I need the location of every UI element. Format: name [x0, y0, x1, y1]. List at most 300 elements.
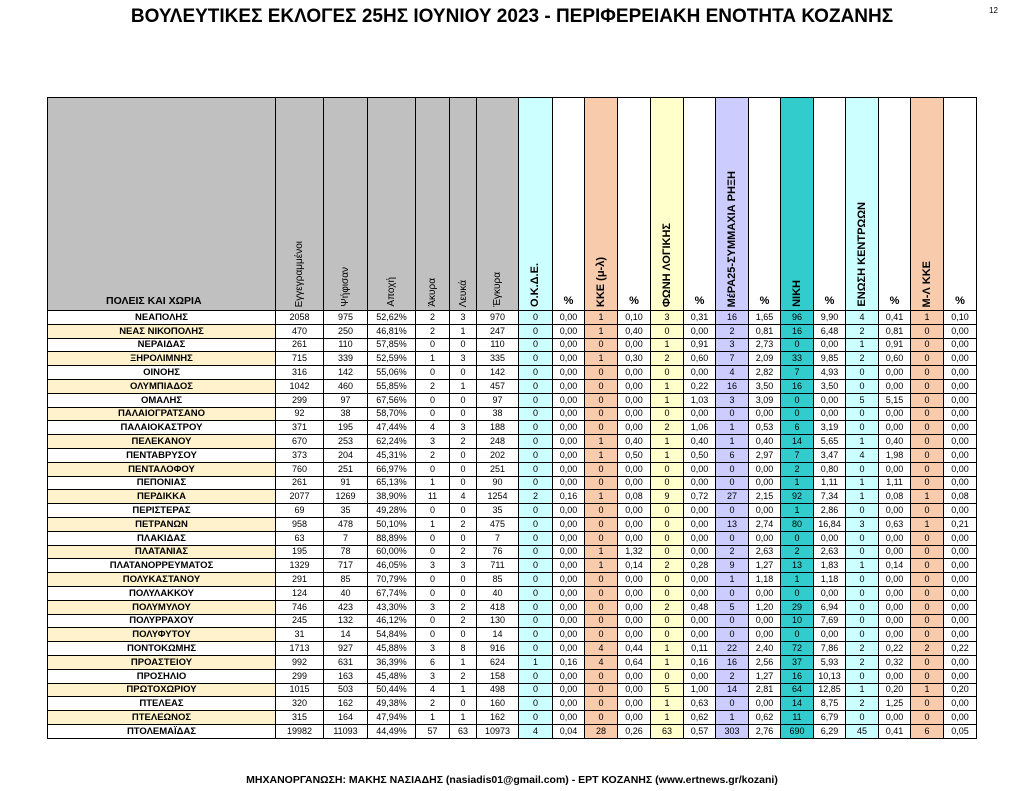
cell-okde-pct: 0,00: [553, 586, 585, 600]
cell-niki-pct: 7,69: [814, 614, 846, 628]
cell-foni-pct: 0,00: [684, 462, 716, 476]
cell-mera-pct: 2,82: [749, 366, 781, 380]
cell-registered: 316: [276, 366, 324, 380]
table-row: [48, 379, 977, 393]
cell-niki-pct: 0,00: [814, 407, 846, 421]
cell-invalid: 0: [416, 628, 450, 642]
cell-niki-pct: 0,00: [814, 393, 846, 407]
cell-invalid: 3: [416, 435, 450, 449]
cell-enosi-pct: 0,00: [879, 504, 911, 518]
cell-valid: 90: [477, 476, 519, 490]
cell-valid: 142: [477, 366, 519, 380]
table-row: [48, 586, 977, 600]
cell-niki-votes: 11: [781, 711, 814, 725]
cell-blank: 0: [450, 531, 477, 545]
cell-foni-pct: 0,62: [684, 711, 716, 725]
cell-okde-votes: 0: [519, 545, 553, 559]
cell-mera-votes: 0: [716, 407, 749, 421]
cell-foni-votes: 1: [651, 448, 684, 462]
cell-enosi-pct: 0,00: [879, 545, 911, 559]
cell-niki-votes: 14: [781, 697, 814, 711]
cell-enosi-pct: 0,00: [879, 628, 911, 642]
cell-place-name: ΠΡΩΤΟΧΩΡΙΟΥ: [48, 683, 276, 697]
cell-valid: 418: [477, 600, 519, 614]
cell-mera-pct: 0,00: [749, 504, 781, 518]
cell-foni-votes: 0: [651, 517, 684, 531]
cell-okde-votes: 0: [519, 683, 553, 697]
cell-foni-votes: 1: [651, 435, 684, 449]
header-voted: Ψήφισαν: [324, 98, 368, 311]
cell-enosi-votes: 1: [846, 559, 879, 573]
cell-okde-votes: 1: [519, 655, 553, 669]
cell-enosi-pct: 1,25: [879, 697, 911, 711]
cell-mlkke-votes: 0: [911, 366, 944, 380]
cell-blank: 1: [450, 379, 477, 393]
cell-invalid: 0: [416, 531, 450, 545]
cell-voted: 339: [324, 352, 368, 366]
cell-foni-votes: 0: [651, 462, 684, 476]
cell-mera-votes: 0: [716, 697, 749, 711]
cell-mlkke-votes: 0: [911, 559, 944, 573]
cell-mera-votes: 2: [716, 669, 749, 683]
cell-registered: 2077: [276, 490, 324, 504]
cell-voted: 250: [324, 324, 368, 338]
cell-enosi-votes: 0: [846, 531, 879, 545]
cell-abstention: 38,90%: [368, 490, 416, 504]
cell-mlkke-votes: 0: [911, 711, 944, 725]
cell-mlkke-pct: 0,00: [944, 504, 977, 518]
cell-place-name: ΠΟΛΥΦΥΤΟΥ: [48, 628, 276, 642]
cell-enosi-votes: 1: [846, 338, 879, 352]
cell-foni-votes: 3: [651, 311, 684, 325]
cell-mlkke-votes: 0: [911, 586, 944, 600]
table-row: [48, 338, 977, 352]
cell-mera-pct: 0,00: [749, 407, 781, 421]
cell-enosi-pct: 0,41: [879, 311, 911, 325]
cell-abstention: 62,24%: [368, 435, 416, 449]
cell-enosi-pct: 0,91: [879, 338, 911, 352]
cell-mera-votes: 27: [716, 490, 749, 504]
cell-valid: 130: [477, 614, 519, 628]
cell-kke-pct: 0,40: [618, 435, 651, 449]
cell-okde-pct: 0,00: [553, 531, 585, 545]
cell-valid: 202: [477, 448, 519, 462]
cell-voted: 35: [324, 504, 368, 518]
cell-okde-votes: 0: [519, 311, 553, 325]
cell-blank: 0: [450, 393, 477, 407]
cell-registered: 320: [276, 697, 324, 711]
cell-valid: 10973: [477, 724, 519, 738]
cell-mlkke-pct: 0,00: [944, 711, 977, 725]
header-pct: %: [944, 98, 977, 311]
cell-mlkke-pct: 0,00: [944, 407, 977, 421]
cell-foni-votes: 2: [651, 600, 684, 614]
cell-mera-votes: 14: [716, 683, 749, 697]
cell-niki-pct: 1,11: [814, 476, 846, 490]
table-row: [48, 545, 977, 559]
cell-mlkke-pct: 0,00: [944, 366, 977, 380]
cell-mlkke-votes: 0: [911, 600, 944, 614]
cell-voted: 38: [324, 407, 368, 421]
cell-mlkke-votes: 1: [911, 683, 944, 697]
cell-mera-pct: 1,27: [749, 669, 781, 683]
cell-enosi-votes: 1: [846, 435, 879, 449]
cell-valid: 970: [477, 311, 519, 325]
cell-okde-votes: 0: [519, 379, 553, 393]
cell-okde-pct: 0,16: [553, 490, 585, 504]
cell-foni-pct: 0,00: [684, 573, 716, 587]
cell-foni-pct: 0,22: [684, 379, 716, 393]
cell-mera-votes: 9: [716, 559, 749, 573]
cell-foni-pct: 0,91: [684, 338, 716, 352]
cell-niki-pct: 7,86: [814, 642, 846, 656]
cell-okde-votes: 0: [519, 476, 553, 490]
cell-niki-pct: 9,90: [814, 311, 846, 325]
cell-foni-votes: 63: [651, 724, 684, 738]
cell-mlkke-pct: 0,00: [944, 545, 977, 559]
cell-okde-pct: 0,00: [553, 628, 585, 642]
cell-kke-pct: 0,26: [618, 724, 651, 738]
cell-registered: 715: [276, 352, 324, 366]
cell-kke-votes: 0: [585, 531, 618, 545]
cell-abstention: 49,38%: [368, 697, 416, 711]
cell-place-name: ΠΑΛΑΙΟΚΑΣΤΡΟΥ: [48, 421, 276, 435]
cell-abstention: 60,00%: [368, 545, 416, 559]
cell-okde-votes: 0: [519, 669, 553, 683]
cell-okde-pct: 0,00: [553, 642, 585, 656]
cell-mlkke-pct: 0,00: [944, 600, 977, 614]
cell-niki-pct: 0,80: [814, 462, 846, 476]
cell-niki-pct: 0,00: [814, 628, 846, 642]
cell-kke-votes: 0: [585, 421, 618, 435]
cell-mlkke-pct: 0,00: [944, 586, 977, 600]
cell-blank: 0: [450, 407, 477, 421]
cell-registered: 746: [276, 600, 324, 614]
cell-mlkke-pct: 0,00: [944, 435, 977, 449]
cell-niki-pct: 2,63: [814, 545, 846, 559]
cell-mera-pct: 2,74: [749, 517, 781, 531]
cell-kke-pct: 1,32: [618, 545, 651, 559]
cell-foni-votes: 2: [651, 421, 684, 435]
cell-enosi-pct: 0,00: [879, 600, 911, 614]
cell-invalid: 1: [416, 476, 450, 490]
cell-place-name: ΠΡΟΣΗΛΙΟ: [48, 669, 276, 683]
cell-abstention: 46,05%: [368, 559, 416, 573]
cell-enosi-votes: 2: [846, 642, 879, 656]
cell-mera-votes: 0: [716, 476, 749, 490]
cell-place-name: ΠΕΝΤΑΛΟΦΟΥ: [48, 462, 276, 476]
cell-blank: 2: [450, 614, 477, 628]
cell-mera-votes: 0: [716, 462, 749, 476]
header-okde: Ο.Κ.Δ.Ε.: [519, 98, 553, 311]
cell-mera-votes: 7: [716, 352, 749, 366]
table-row: [48, 683, 977, 697]
cell-enosi-votes: 3: [846, 517, 879, 531]
cell-kke-votes: 0: [585, 614, 618, 628]
cell-abstention: 43,30%: [368, 600, 416, 614]
cell-blank: 1: [450, 655, 477, 669]
cell-niki-pct: 3,19: [814, 421, 846, 435]
cell-kke-votes: 0: [585, 697, 618, 711]
cell-niki-pct: 0,00: [814, 586, 846, 600]
cell-valid: 1254: [477, 490, 519, 504]
cell-niki-votes: 16: [781, 324, 814, 338]
cell-voted: 503: [324, 683, 368, 697]
cell-kke-pct: 0,00: [618, 531, 651, 545]
table-row: [48, 421, 977, 435]
cell-place-name: ΠΡΟΑΣΤΕΙΟΥ: [48, 655, 276, 669]
cell-mlkke-votes: 1: [911, 311, 944, 325]
cell-foni-votes: 0: [651, 586, 684, 600]
cell-mera-pct: 2,73: [749, 338, 781, 352]
cell-kke-pct: 0,00: [618, 393, 651, 407]
cell-kke-votes: 0: [585, 379, 618, 393]
cell-kke-pct: 0,00: [618, 338, 651, 352]
cell-place-name: ΠΟΛΥΜΥΛΟΥ: [48, 600, 276, 614]
cell-okde-pct: 0,00: [553, 683, 585, 697]
cell-mlkke-pct: 0,00: [944, 324, 977, 338]
cell-foni-pct: 0,63: [684, 697, 716, 711]
cell-kke-votes: 4: [585, 655, 618, 669]
cell-blank: 0: [450, 573, 477, 587]
cell-foni-votes: 1: [651, 711, 684, 725]
cell-kke-pct: 0,10: [618, 311, 651, 325]
cell-mlkke-pct: 0,00: [944, 421, 977, 435]
cell-niki-pct: 3,47: [814, 448, 846, 462]
cell-okde-pct: 0,00: [553, 517, 585, 531]
cell-foni-votes: 9: [651, 490, 684, 504]
cell-place-name: ΠΕΛΕΚΑΝΟΥ: [48, 435, 276, 449]
table-row: [48, 614, 977, 628]
cell-mlkke-votes: 0: [911, 504, 944, 518]
cell-registered: 760: [276, 462, 324, 476]
cell-okde-votes: 0: [519, 573, 553, 587]
cell-mlkke-votes: 0: [911, 448, 944, 462]
cell-enosi-pct: 0,00: [879, 614, 911, 628]
cell-mlkke-pct: 0,08: [944, 490, 977, 504]
cell-foni-pct: 0,50: [684, 448, 716, 462]
cell-niki-pct: 1,83: [814, 559, 846, 573]
cell-kke-pct: 0,44: [618, 642, 651, 656]
cell-voted: 717: [324, 559, 368, 573]
cell-enosi-pct: 0,08: [879, 490, 911, 504]
cell-invalid: 1: [416, 352, 450, 366]
cell-okde-pct: 0,00: [553, 462, 585, 476]
cell-okde-votes: 4: [519, 724, 553, 738]
cell-invalid: 2: [416, 379, 450, 393]
cell-okde-votes: 0: [519, 407, 553, 421]
cell-valid: 35: [477, 504, 519, 518]
cell-registered: 19982: [276, 724, 324, 738]
cell-mlkke-pct: 0,00: [944, 531, 977, 545]
cell-enosi-pct: 1,11: [879, 476, 911, 490]
cell-mlkke-votes: 0: [911, 628, 944, 642]
cell-niki-votes: 2: [781, 545, 814, 559]
cell-niki-pct: 4,93: [814, 366, 846, 380]
cell-okde-pct: 0,00: [553, 366, 585, 380]
cell-mlkke-pct: 0,00: [944, 393, 977, 407]
cell-abstention: 50,10%: [368, 517, 416, 531]
cell-kke-votes: 1: [585, 545, 618, 559]
cell-voted: 195: [324, 421, 368, 435]
cell-kke-votes: 1: [585, 559, 618, 573]
cell-mlkke-votes: 0: [911, 352, 944, 366]
cell-okde-votes: 0: [519, 435, 553, 449]
cell-invalid: 0: [416, 366, 450, 380]
cell-mera-pct: 0,00: [749, 586, 781, 600]
cell-foni-votes: 1: [651, 338, 684, 352]
cell-registered: 470: [276, 324, 324, 338]
cell-niki-pct: 6,94: [814, 600, 846, 614]
cell-place-name: ΠΟΛΥΛΑΚΚΟΥ: [48, 586, 276, 600]
cell-mera-pct: 0,00: [749, 462, 781, 476]
cell-invalid: 0: [416, 573, 450, 587]
cell-abstention: 46,12%: [368, 614, 416, 628]
cell-kke-pct: 0,00: [618, 586, 651, 600]
cell-niki-pct: 2,86: [814, 504, 846, 518]
cell-voted: 142: [324, 366, 368, 380]
cell-place-name: ΟΙΝΟΗΣ: [48, 366, 276, 380]
cell-mlkke-votes: 0: [911, 462, 944, 476]
cell-place-name: ΞΗΡΟΛΙΜΝΗΣ: [48, 352, 276, 366]
cell-enosi-votes: 4: [846, 448, 879, 462]
cell-okde-votes: 0: [519, 393, 553, 407]
cell-okde-pct: 0,00: [553, 324, 585, 338]
cell-mera-pct: 2,63: [749, 545, 781, 559]
cell-mera-votes: 2: [716, 324, 749, 338]
cell-mera-votes: 4: [716, 366, 749, 380]
table-row: [48, 448, 977, 462]
cell-mlkke-pct: 0,00: [944, 573, 977, 587]
cell-niki-votes: 64: [781, 683, 814, 697]
cell-niki-pct: 6,29: [814, 724, 846, 738]
cell-kke-votes: 1: [585, 448, 618, 462]
cell-kke-pct: 0,00: [618, 614, 651, 628]
cell-enosi-votes: 0: [846, 407, 879, 421]
cell-voted: 110: [324, 338, 368, 352]
cell-foni-pct: 0,40: [684, 435, 716, 449]
table-row: [48, 724, 977, 738]
cell-kke-pct: 0,00: [618, 476, 651, 490]
cell-niki-pct: 9,85: [814, 352, 846, 366]
cell-mlkke-votes: 0: [911, 697, 944, 711]
cell-registered: 63: [276, 531, 324, 545]
cell-place-name: ΠΛΑΚΙΔΑΣ: [48, 531, 276, 545]
cell-voted: 631: [324, 655, 368, 669]
cell-kke-votes: 1: [585, 324, 618, 338]
header-registered: Εγγεγραμμένοι: [276, 98, 324, 311]
table-row: [48, 311, 977, 325]
cell-niki-pct: 0,00: [814, 531, 846, 545]
cell-kke-pct: 0,00: [618, 517, 651, 531]
cell-blank: 0: [450, 338, 477, 352]
cell-foni-pct: 0,00: [684, 545, 716, 559]
cell-foni-pct: 0,00: [684, 586, 716, 600]
cell-registered: 299: [276, 393, 324, 407]
cell-place-name: ΠΤΕΛΕΩΝΟΣ: [48, 711, 276, 725]
cell-niki-votes: 0: [781, 393, 814, 407]
table-row: [48, 504, 977, 518]
cell-kke-pct: 0,30: [618, 352, 651, 366]
cell-blank: 1: [450, 324, 477, 338]
cell-okde-votes: 0: [519, 352, 553, 366]
cell-niki-pct: 16,84: [814, 517, 846, 531]
cell-niki-votes: 0: [781, 628, 814, 642]
cell-invalid: 1: [416, 711, 450, 725]
table-row: [48, 393, 977, 407]
cell-mlkke-votes: 0: [911, 476, 944, 490]
cell-voted: 251: [324, 462, 368, 476]
cell-okde-pct: 0,00: [553, 614, 585, 628]
cell-niki-pct: 6,79: [814, 711, 846, 725]
cell-invalid: 3: [416, 642, 450, 656]
cell-foni-pct: 0,00: [684, 324, 716, 338]
cell-enosi-votes: 0: [846, 573, 879, 587]
cell-okde-votes: 0: [519, 421, 553, 435]
cell-registered: 992: [276, 655, 324, 669]
header-enosi: ΕΝΩΣΗ ΚΕΝΤΡΩΩΝ: [846, 98, 879, 311]
cell-mlkke-pct: 0,00: [944, 476, 977, 490]
header-niki: ΝΙΚΗ: [781, 98, 814, 311]
cell-enosi-votes: 0: [846, 462, 879, 476]
cell-okde-votes: 0: [519, 628, 553, 642]
cell-place-name: ΠΤΕΛΕΑΣ: [48, 697, 276, 711]
cell-okde-votes: 0: [519, 614, 553, 628]
cell-mlkke-pct: 0,00: [944, 559, 977, 573]
cell-valid: 247: [477, 324, 519, 338]
cell-enosi-votes: 0: [846, 504, 879, 518]
cell-enosi-pct: 0,40: [879, 435, 911, 449]
cell-voted: 14: [324, 628, 368, 642]
cell-mera-votes: 16: [716, 311, 749, 325]
cell-kke-votes: 1: [585, 352, 618, 366]
cell-okde-pct: 0,00: [553, 504, 585, 518]
cell-blank: 2: [450, 669, 477, 683]
cell-niki-votes: 6: [781, 421, 814, 435]
cell-invalid: 0: [416, 614, 450, 628]
cell-mera-pct: 1,27: [749, 559, 781, 573]
cell-enosi-votes: 1: [846, 476, 879, 490]
cell-registered: 958: [276, 517, 324, 531]
cell-mera-pct: 0,81: [749, 324, 781, 338]
cell-foni-votes: 0: [651, 531, 684, 545]
cell-kke-votes: 1: [585, 490, 618, 504]
cell-foni-votes: 1: [651, 697, 684, 711]
cell-valid: 188: [477, 421, 519, 435]
cell-voted: 163: [324, 669, 368, 683]
cell-enosi-votes: 0: [846, 379, 879, 393]
cell-kke-votes: 0: [585, 393, 618, 407]
cell-foni-votes: 2: [651, 352, 684, 366]
cell-registered: 315: [276, 711, 324, 725]
cell-enosi-pct: 0,81: [879, 324, 911, 338]
cell-mlkke-pct: 0,00: [944, 462, 977, 476]
cell-enosi-votes: 45: [846, 724, 879, 738]
header-valid: Έγκυρα: [477, 98, 519, 311]
cell-invalid: 0: [416, 462, 450, 476]
cell-niki-votes: 33: [781, 352, 814, 366]
cell-niki-votes: 37: [781, 655, 814, 669]
cell-mlkke-pct: 0,00: [944, 669, 977, 683]
cell-foni-votes: 0: [651, 366, 684, 380]
cell-abstention: 57,85%: [368, 338, 416, 352]
cell-enosi-pct: 0,63: [879, 517, 911, 531]
cell-abstention: 45,31%: [368, 448, 416, 462]
cell-mlkke-pct: 0,05: [944, 724, 977, 738]
cell-kke-pct: 0,00: [618, 504, 651, 518]
cell-mlkke-pct: 0,00: [944, 614, 977, 628]
cell-mera-pct: 2,76: [749, 724, 781, 738]
